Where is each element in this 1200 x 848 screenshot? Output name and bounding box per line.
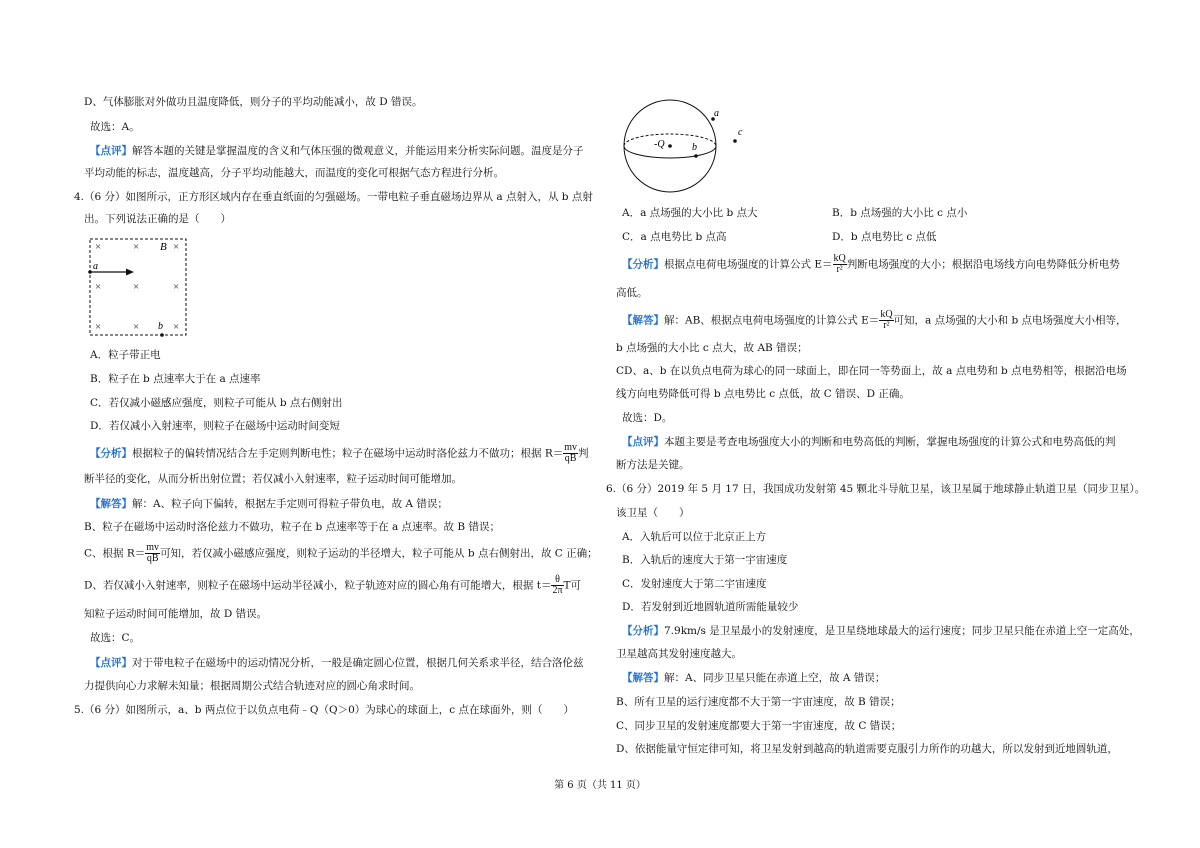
formula-fraction: $\frac{kQ}{\text{r²}}$ bbox=[833, 253, 846, 275]
analysis-tag: 【分析】 bbox=[622, 625, 664, 637]
text-line: 卫星越高其发射速度越大。 bbox=[616, 648, 742, 660]
comment-line: 【点评】解答本题的关键是掌握温度的含义和气体压强的微观意义，并能运用来分析实际问题。温度是分子 bbox=[90, 145, 584, 157]
text-line: CD、a、b 在以负点电荷为球心的同一球面上，即在同一等势面上，故 a 点电势和 b 点电势相等，根据沿电场 bbox=[616, 365, 1127, 377]
option-a: A．粒子带正电 bbox=[90, 349, 161, 361]
formula-fraction: $\frac{mv}{qB}$ bbox=[564, 442, 578, 464]
cross-mark: × bbox=[133, 241, 140, 253]
option-b: B．b 点场强的大小比 c 点小 bbox=[832, 207, 968, 219]
arrow-head-icon bbox=[126, 269, 134, 276]
equator-front bbox=[624, 146, 716, 158]
question-6-line: 6.（6 分）2019 年 5 月 17 日，我国成功发射第 45 颗北斗导航卫星，该卫星属于地球静止轨道卫星（同步卫星）。 bbox=[606, 483, 1146, 495]
text-line: 故选：A。 bbox=[90, 121, 140, 133]
cross-mark: × bbox=[173, 241, 180, 253]
text-line: 断半径的变化，从而分析出射位置；若仅减小入射速率，粒子运动时间可能增加。 bbox=[84, 473, 462, 485]
text-line: 故选：C。 bbox=[90, 632, 141, 644]
text-line: B、粒子在磁场中运动时洛伦兹力不做功，粒子在 b 点速率等于在 a 点速率。故 B 错误； bbox=[84, 521, 500, 533]
label-b-field: B bbox=[160, 241, 167, 253]
cross-mark: × bbox=[133, 281, 140, 293]
solution-line: 【解答】解：A、同步卫星只能在赤道上空，故 A 错误； bbox=[622, 672, 886, 684]
label-c: c bbox=[738, 127, 743, 138]
comment-tag: 【点评】 bbox=[622, 436, 664, 448]
point-center bbox=[668, 144, 672, 148]
text-line: 力提供向心力求解未知量；根据周期公式结合轨迹对应的圆心角求时间。 bbox=[84, 680, 420, 692]
option-d: D．b 点电势比 c 点低 bbox=[832, 231, 937, 243]
text-line: D、气体膨胀对外做功且温度降低，则分子的平均动能减小，故 D 错误。 bbox=[84, 96, 423, 108]
text-line: D、若仅减小入射速率，则粒子在磁场中运动半径减小，粒子轨迹对应的圆心角有可能增大，根据 t＝ $\frac{\theta}{2\pi}$ T可 bbox=[84, 574, 582, 596]
analysis-line: 【分析】7.9km/s 是卫星最小的发射速度，是卫星绕地球最大的运行速度；同步卫星只能在赤道上空一定高处， bbox=[622, 625, 1140, 637]
cross-mark: × bbox=[173, 281, 180, 293]
text-line: B、所有卫星的运行速度都不大于第一宇宙速度，故 B 错误； bbox=[616, 696, 901, 708]
cross-mark: × bbox=[95, 241, 102, 253]
option-d: D．若仅减小入射速率，则粒子在磁场中运动时间变短 bbox=[90, 420, 340, 432]
comment-tag: 【点评】 bbox=[90, 657, 132, 669]
solution-tag: 【解答】 bbox=[622, 314, 664, 327]
sphere-figure bbox=[622, 94, 772, 200]
question-6-line: 该卫星（ ） bbox=[616, 507, 690, 519]
text-line: b 点场强的大小比 c 点大，故 AB 错误； bbox=[616, 342, 808, 354]
option-b: B．粒子在 b 点速率大于在 a 点速率 bbox=[90, 373, 261, 385]
option-c: C．若仅减小磁感应强度，则粒子可能从 b 点右侧射出 bbox=[90, 397, 343, 409]
cross-mark: × bbox=[95, 321, 102, 333]
text-line: 知粒子运动时间可能增加，故 D 错误。 bbox=[84, 608, 268, 620]
option-a: A．入轨后可以位于北京正上方 bbox=[622, 531, 767, 543]
cross-mark: × bbox=[173, 321, 180, 333]
solution-line: 【解答】解：A、粒子向下偏转，根据左手定则可得粒子带负电，故 A 错误； bbox=[90, 498, 448, 510]
solution-tag: 【解答】 bbox=[622, 672, 664, 684]
text-line: 断方法是关键。 bbox=[616, 459, 690, 471]
page-footer: 第 6 页（共 11 页） bbox=[554, 780, 646, 791]
analysis-tag: 【分析】 bbox=[90, 447, 132, 460]
analysis-line: 【分析】根据粒子的偏转情况结合左手定则判断电性；粒子在磁场中运动时洛伦兹力不做功；根据 R＝ $\frac{mv}{qB}$ 判 bbox=[90, 442, 589, 464]
label-charge: -Q bbox=[654, 139, 665, 150]
text-line: C、根据 R＝ $\frac{mv}{qB}$ 可知，若仅减小磁感应强度，则粒子运动的半径增大，粒子可能从 b 点右侧射出，故 C 正确； bbox=[84, 542, 598, 564]
text-line: 平均动能的标志，温度越高，分子平均动能越大，而温度的变化可根据气态方程进行分析。 bbox=[84, 167, 504, 179]
solution-line: 【解答】解：AB、根据点电荷电场强度的计算公式 E＝ $\frac{kQ}{\text{r²}}$ 可知，a 点场强的大小和 b 点电场强度大小相等， bbox=[622, 309, 1127, 331]
text-line: 高低。 bbox=[616, 287, 648, 299]
option-b: B．入轨后的速度大于第一宇宙速度 bbox=[622, 554, 788, 566]
question-5-line: 5.（6 分）如图所示，a、b 两点位于以负点电荷﹣Q（Q＞0）为球心的球面上，c 点在球面外，则（ ） bbox=[74, 704, 574, 716]
equator-back bbox=[624, 134, 716, 146]
solution-tag: 【解答】 bbox=[90, 498, 132, 510]
label-b: b bbox=[692, 142, 697, 153]
label-a: a bbox=[714, 108, 719, 119]
text-line: 线方向电势降低可得 b 点电势比 c 点低，故 C 错误、D 正确。 bbox=[616, 388, 910, 400]
formula-fraction: $\frac{kQ}{\text{r²}}$ bbox=[880, 309, 893, 331]
point-b bbox=[694, 154, 698, 158]
option-a: A．a 点场强的大小比 b 点大 bbox=[622, 207, 758, 219]
analysis-tag: 【分析】 bbox=[622, 258, 664, 271]
option-d: D．若发射到近地圆轨道所需能量较少 bbox=[622, 601, 799, 613]
text-line: D、依据能量守恒定律可知，将卫星发射到越高的轨道需要克服引力所作的功越大，所以发射到近地圆轨道， bbox=[616, 743, 1118, 755]
text-line: 故选：D。 bbox=[622, 412, 673, 424]
comment-line: 【点评】本题主要是考查电场强度大小的判断和电势高低的判断，掌握电场强度的计算公式和电势高低的判 bbox=[622, 436, 1116, 448]
point-b bbox=[160, 333, 164, 337]
comment-tag: 【点评】 bbox=[90, 145, 132, 157]
cross-mark: × bbox=[95, 281, 102, 293]
cross-mark: × bbox=[133, 321, 140, 333]
analysis-line: 【分析】根据点电荷电场强度的计算公式 E＝ $\frac{kQ}{\text{r²}}$ 判断电场强度的大小；根据沿电场线方向电势降低分析电势 bbox=[622, 253, 1120, 275]
formula-fraction: $\frac{\theta}{2\pi}$ bbox=[552, 574, 563, 596]
text-line: C、同步卫星的发射速度都要大于第一宇宙速度，故 C 错误； bbox=[616, 720, 902, 732]
question-4-line: 出。下列说法正确的是（ ） bbox=[84, 213, 231, 225]
point-c bbox=[733, 139, 737, 143]
label-b: b bbox=[158, 321, 163, 332]
magnetic-field-figure bbox=[84, 236, 194, 340]
option-c: C．发射速度大于第二宇宙速度 bbox=[622, 578, 767, 590]
question-4-line: 4.（6 分）如图所示，正方形区域内存在垂直纸面的匀强磁场。一带电粒子垂直磁场边界从 a 点射入，从 b 点射 bbox=[74, 191, 593, 203]
option-c: C．a 点电势比 b 点高 bbox=[622, 231, 727, 243]
label-a: a bbox=[93, 261, 98, 272]
comment-line: 【点评】对于带电粒子在磁场中的运动情况分析，一般是确定圆心位置，根据几何关系求半径，结合洛伦兹 bbox=[90, 657, 584, 669]
formula-fraction: $\frac{mv}{qB}$ bbox=[146, 542, 160, 564]
